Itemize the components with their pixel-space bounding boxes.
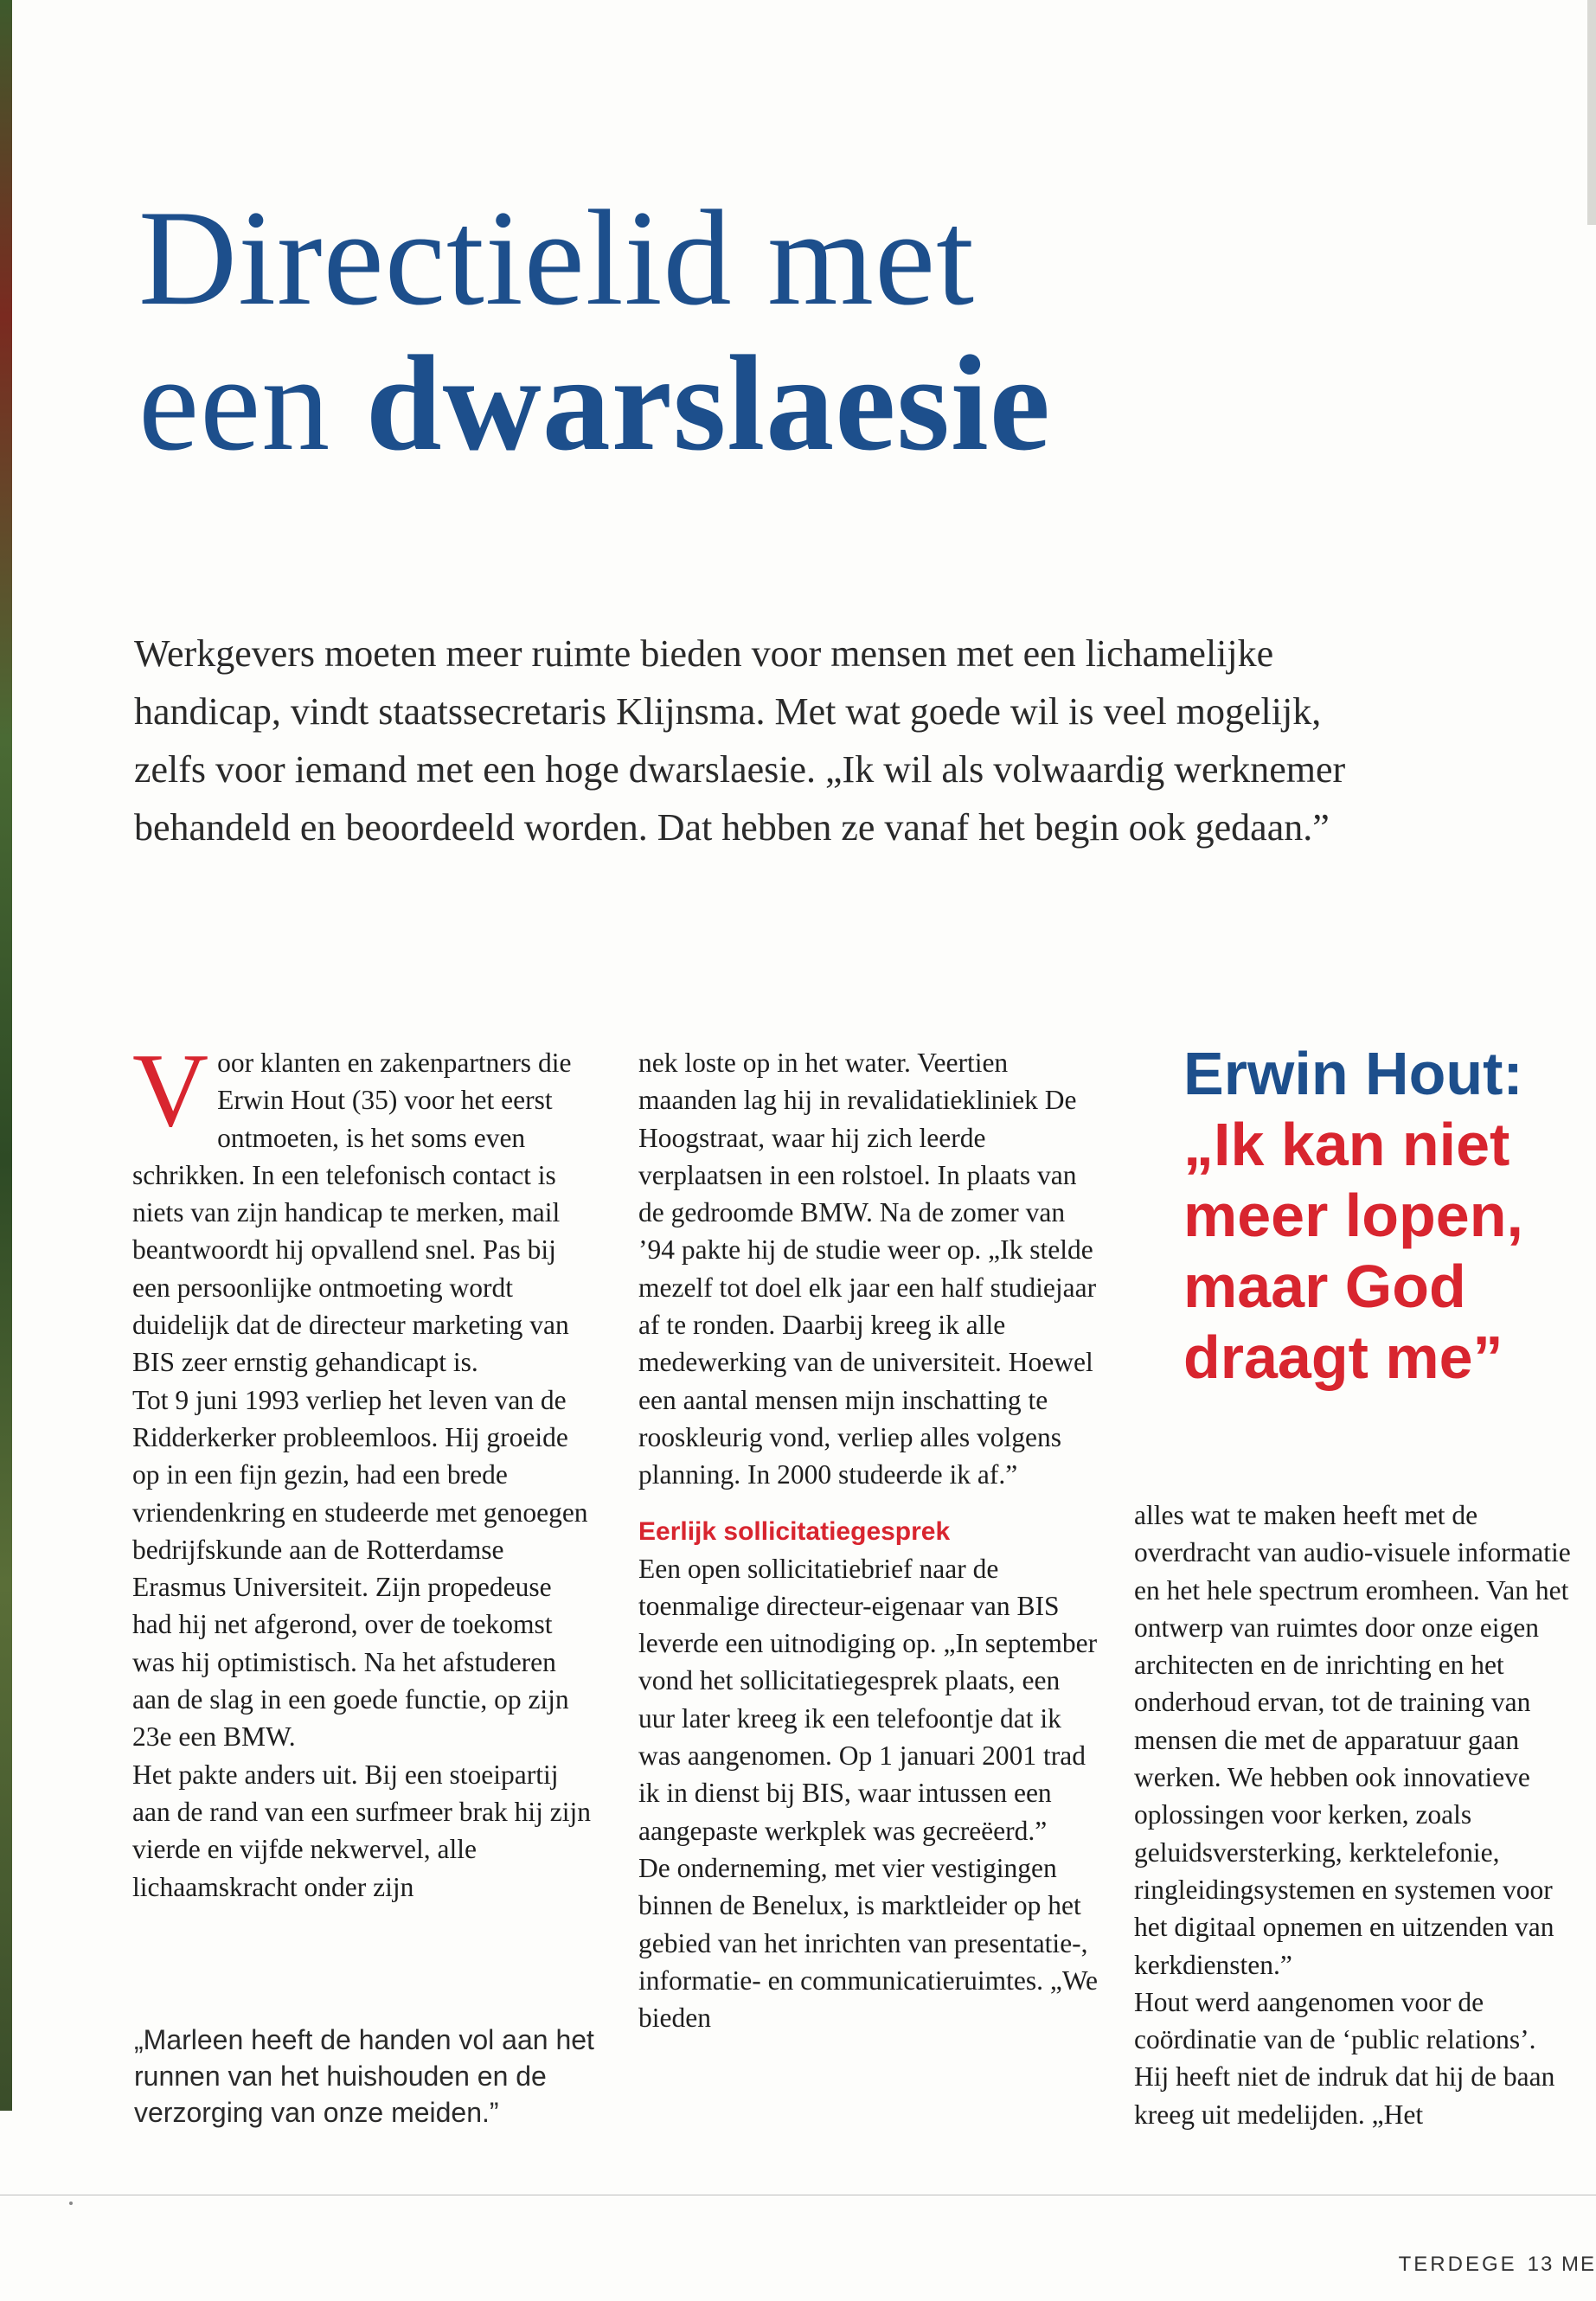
intro-paragraph: Werkgevers moeten meer ruimte bieden voor mensen met een lichamelijke handicap, vindt staatssecretaris Klijnsma. Met wat goede wil is veel mogelijk, zelfs voor iemand met een hoge dwarslaesie. „Ik wil als volwaardig werknemer behandeld en beoordeeld worden. Dat hebben ze vanaf het begin ook gedaan.”	[134, 632, 1346, 849]
pull-quote-text: „Ik kan niet meer lopen, maar God draagt me”	[1183, 1111, 1523, 1391]
pull-quote	[1183, 1038, 1590, 1393]
headline-plain: een	[138, 328, 331, 479]
headline	[138, 183, 1051, 479]
page-footer	[1399, 2253, 1596, 2277]
article-column-1	[132, 1032, 592, 1906]
page-edge-right	[1587, 0, 1596, 225]
spacer	[638, 1494, 1101, 1513]
photo-caption-quote: „Marleen heeft de handen vol aan het runnen van het huishouden en de verzorging van onze meiden.”	[134, 2024, 594, 2128]
column3-paragraph-1: alles wat te maken heeft met de overdracht van audio-visuele informatie en het hele spectrum eromheen. Van het ontwerp van ruimtes door onze eigen architecten en de inrichting en het onderhoud ervan, tot de training van mensen die met de apparatuur gaan werken. We hebben ook innovatieve oplossingen voor kerken, zoals geluidsversterking, kerktelefonie, ringleidingsystemen en systemen voor het digitaal opnemen en uitzenden van kerkdiensten.”	[1134, 1500, 1571, 1980]
headline-line-2	[138, 328, 1051, 479]
scan-speck	[69, 2202, 73, 2205]
magazine-name: TERDEGE	[1398, 2253, 1517, 2276]
column1-paragraph-1: oor klanten en zakenpartners die Erwin Hout (35) voor het eerst ontmoeten, is het soms even schrikken. In een telefonisch contact is niets van zijn handicap te merken, mail beantwoordt hij opvallend snel. Pas bij een persoonlijke ontmoeting wordt duidelijk dat de directeur marketing van BIS zeer ernstig gehandicapt is.	[132, 1048, 572, 1378]
column1-paragraph-2: Tot 9 juni 1993 verliep het leven van de Ridderkerker probleemloos. Hij groeide op in een fijn gezin, had een brede vriendenkring en studeerde met genoegen bedrijfskunde aan de Rotterdamse Erasmus Universiteit. Zijn propedeuse had hij net afgerond, over de toekomst was hij optimistisch. Na het afstuderen aan de slag in een goede functie, op zijn 23e een BMW.	[132, 1384, 588, 1753]
pull-quote-name: Erwin Hout:	[1183, 1040, 1523, 1107]
headline-line-1: Directielid met	[138, 183, 976, 334]
article-column-3	[1134, 1497, 1575, 2133]
column2-paragraph-1: nek loste op in het water. Veertien maanden lag hij in revalidatiekliniek De Hoogstraat, waar hij zich leerde verplaatsen in een rolstoel. In plaats van de gedroomde BMW. Na de zomer van ’94 pakte hij de studie weer op. „Ik stelde mezelf tot doel elk jaar een half studiejaar af te ronden. Daarbij kreeg ik alle medewerking van de universiteit. Hoewel een aantal mensen mijn inschatting te rooskleurig vond, verliep alles volgens planning. In 2000 studeerde ik af.”	[638, 1048, 1097, 1490]
column3-paragraph-2: Hout werd aangenomen voor de coördinatie van de ‘public relations’. Hij heeft niet de indruk dat hij de baan kreeg uit medelijden. „Het	[1134, 1986, 1555, 2130]
column1-paragraph-3: Het pakte anders uit. Bij een stoeipartij aan de rand van een surfmeer brak hij zijn vierde en vijfde nekwervel, alle lichaamskracht onder zijn	[132, 1759, 592, 1902]
article-column-2	[638, 1044, 1101, 2036]
subheading: Eerlijk sollicitatiegesprek	[638, 1516, 951, 1546]
column2-paragraph-3: De onderneming, met vier vestigingen binnen de Benelux, is marktleider op het gebied van het inrichten van presentatie-, informatie- en communicatieruimtes. „We bieden	[638, 1852, 1099, 2034]
page-number: 13 ME	[1527, 2253, 1596, 2276]
drop-cap: V	[132, 1032, 209, 1149]
headline-bold: dwarslaesie	[365, 328, 1051, 479]
photo-edge-left	[0, 0, 12, 2111]
column2-paragraph-2: Een open sollicitatiebrief naar de toenmalige directeur-eigenaar van BIS leverde een uitnodiging op. „In september vond het sollicitatiegesprek plaats, een uur later kreeg ik een telefoontje dat ik was aangenomen. Op 1 januari 2001 trad ik in dienst bij BIS, waar intussen een aangepaste werkplek was gecreëerd.”	[638, 1553, 1098, 1846]
